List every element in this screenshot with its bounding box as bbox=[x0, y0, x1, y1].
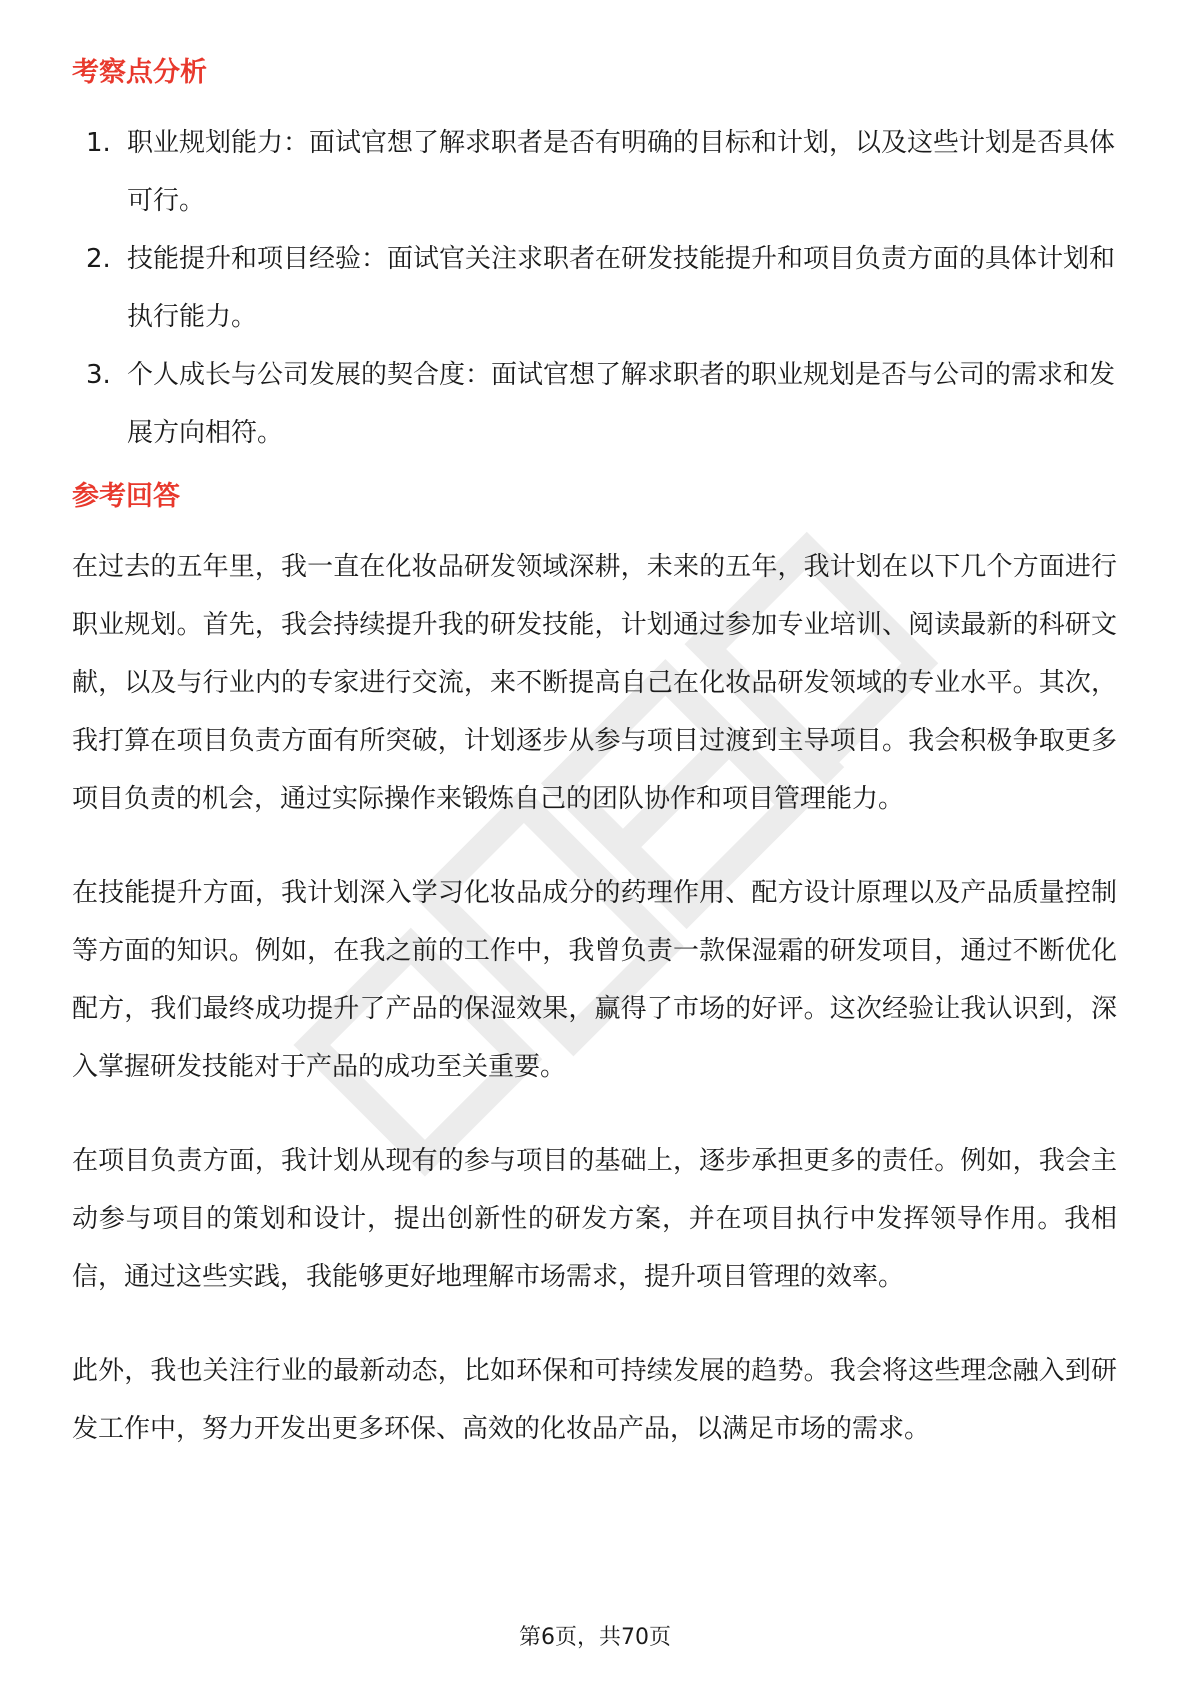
answer-paragraph: 在技能提升方面，我计划深入学习化妆品成分的药理作用、配方设计原理以及产品质量控制等方面的知识。例如，在我之前的工作中，我曾负责一款保湿霜的研发项目，通过不断优化配方，我们最终成功提升了产品的保湿效果，赢得了市场的好评。这次经验让我认识到，深入掌握研发技能对于产品的成功至关重要。 bbox=[72, 878, 1117, 1082]
section-title-reference-answer: 参考回答 bbox=[72, 481, 180, 512]
answer-paragraph: 此外，我也关注行业的最新动态，比如环保和可持续发展的趋势。我会将这些理念融入到研发工作中，努力开发出更多环保、高效的化妆品产品，以满足市场的需求。 bbox=[72, 1356, 1117, 1444]
main-content bbox=[72, 48, 1117, 1458]
list-item-text: 个人成长与公司发展的契合度：面试官想了解求职者的职业规划是否与公司的需求和发展方向相符。 bbox=[127, 360, 1116, 448]
answer-paragraph: 在项目负责方面，我计划从现有的参与项目的基础上，逐步承担更多的责任。例如，我会主动参与项目的策划和设计，提出创新性的研发方案，并在项目执行中发挥领导作用。我相信，通过这些实践，我能够更好地理解市场需求，提升项目管理的效率。 bbox=[72, 1146, 1117, 1292]
section-title-analysis: 考察点分析 bbox=[72, 57, 207, 88]
list-item bbox=[72, 114, 1117, 230]
list-item bbox=[72, 346, 1117, 462]
list-item-number: 3. bbox=[86, 360, 111, 390]
list-item-number: 1. bbox=[86, 128, 111, 158]
list-item-text: 技能提升和项目经验：面试官关注求职者在研发技能提升和项目负责方面的具体计划和执行能力。 bbox=[127, 244, 1116, 332]
page-number: 第6页，共70页 bbox=[519, 1625, 671, 1650]
answer-paragraph: 在过去的五年里，我一直在化妆品研发领域深耕，未来的五年，我计划在以下几个方面进行职业规划。首先，我会持续提升我的研发技能，计划通过参加专业培训、阅读最新的科研文献，以及与行业内的专家进行交流，来不断提高自己在化妆品研发领域的专业水平。其次，我打算在项目负责方面有所突破，计划逐步从参与项目过渡到主导项目。我会积极争取更多项目负责的机会，通过实际操作来锻炼自己的团队协作和项目管理能力。 bbox=[72, 552, 1117, 814]
list-item bbox=[72, 230, 1117, 346]
analysis-list bbox=[72, 114, 1117, 462]
list-item-number: 2. bbox=[86, 244, 111, 274]
list-item-text: 职业规划能力：面试官想了解求职者是否有明确的目标和计划，以及这些计划是否具体可行。 bbox=[127, 128, 1116, 216]
